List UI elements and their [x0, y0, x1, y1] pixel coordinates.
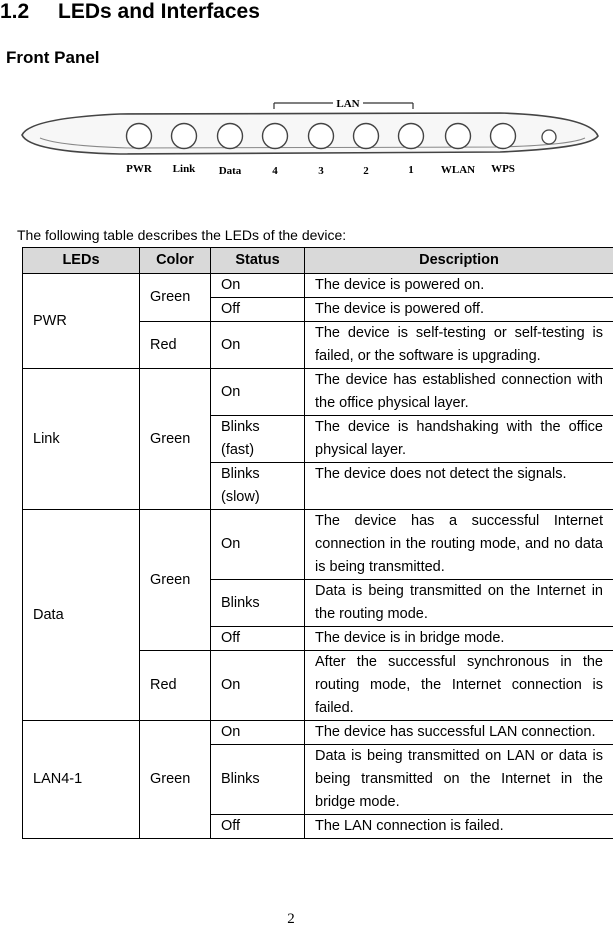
- link-status-fast: Blinks (fast): [211, 416, 305, 463]
- data-color-green: Green: [140, 510, 211, 651]
- lan3-led-icon: [309, 124, 334, 149]
- led-label-2: 2: [363, 165, 369, 177]
- led-label-4: 4: [272, 165, 278, 177]
- led-name-data: Data: [23, 510, 140, 721]
- link-status-on: On: [211, 369, 305, 416]
- link-desc-fast: The device is handshaking with the office physical layer.: [305, 416, 613, 463]
- lan-status-blinks: Blinks: [211, 745, 305, 815]
- data-status-red-on: On: [211, 651, 305, 721]
- led-table: [22, 247, 613, 839]
- lan-desc-blinks: Data is being transmitted on LAN or data is being transmitted on the Internet in the bridge mode.: [305, 745, 613, 815]
- led-label-data: Data: [218, 165, 242, 177]
- lan-color: Green: [140, 721, 211, 839]
- header-leds: LEDs: [23, 248, 140, 274]
- pwr-desc-on: The device is powered on.: [305, 274, 613, 298]
- pwr-desc-off: The device is powered off.: [305, 298, 613, 322]
- table-row: [23, 274, 613, 298]
- table-intro: The following table describes the LEDs of the device:: [17, 227, 347, 243]
- link-status-slow: Blinks (slow): [211, 463, 305, 510]
- pwr-desc-red-on: The device is self-testing or self-testing is failed, or the software is upgrading.: [305, 322, 613, 369]
- data-desc-blinks: Data is being transmitted on the Internet in the routing mode.: [305, 580, 613, 627]
- pwr-status-off: Off: [211, 298, 305, 322]
- data-status-off: Off: [211, 627, 305, 651]
- pwr-led-icon: [127, 124, 152, 149]
- led-label-1: 1: [408, 164, 414, 176]
- page-number: 2: [287, 911, 295, 927]
- lan-label: LAN: [336, 98, 360, 110]
- led-label-pwr: PWR: [126, 163, 152, 175]
- lan-status-on: On: [211, 721, 305, 745]
- data-led-icon: [218, 124, 243, 149]
- led-name-lan: LAN4-1: [23, 721, 140, 839]
- data-desc-red-on: After the successful synchronous in the routing mode, the Internet connection is failed.: [305, 651, 613, 721]
- wps-button-icon: [542, 130, 556, 144]
- lan2-led-icon: [354, 124, 379, 149]
- section-heading: [0, 0, 260, 24]
- front-panel-heading: Front Panel: [6, 48, 100, 67]
- data-color-red: Red: [140, 651, 211, 721]
- lan-desc-on: The device has successful LAN connection.: [305, 721, 613, 745]
- data-desc-off: The device is in bridge mode.: [305, 627, 613, 651]
- pwr-color-green: Green: [140, 274, 211, 322]
- link-desc-on: The device has established connection with the office physical layer.: [305, 369, 613, 416]
- pwr-status-on: On: [211, 274, 305, 298]
- section-title: LEDs and Interfaces: [58, 0, 260, 23]
- table-row: [23, 510, 613, 580]
- led-label-wps: WPS: [491, 163, 515, 175]
- data-desc-on: The device has a successful Internet connection in the routing mode, and no data is being transmitted.: [305, 510, 613, 580]
- pwr-status-red-on: On: [211, 322, 305, 369]
- table-row: [23, 369, 613, 416]
- table-row: [23, 721, 613, 745]
- pwr-color-red: Red: [140, 322, 211, 369]
- header-color: Color: [140, 248, 211, 274]
- led-label-link: Link: [172, 163, 196, 175]
- led-name-pwr: PWR: [23, 274, 140, 369]
- header-status: Status: [211, 248, 305, 274]
- front-panel-svg: [0, 88, 613, 198]
- section-number: 1.2: [0, 0, 30, 23]
- lan-status-off: Off: [211, 815, 305, 839]
- led-name-link: Link: [23, 369, 140, 510]
- wps-led-icon: [491, 124, 516, 149]
- header-description: Description: [305, 248, 613, 274]
- lan4-led-icon: [263, 124, 288, 149]
- link-color: Green: [140, 369, 211, 510]
- link-desc-slow: The device does not detect the signals.: [305, 463, 613, 510]
- front-panel-illustration: [0, 88, 613, 198]
- led-label-3: 3: [318, 165, 324, 177]
- lan1-led-icon: [399, 124, 424, 149]
- wlan-led-icon: [446, 124, 471, 149]
- lan-desc-off: The LAN connection is failed.: [305, 815, 613, 839]
- table-header-row: [23, 248, 613, 274]
- data-status-blinks: Blinks: [211, 580, 305, 627]
- data-status-on: On: [211, 510, 305, 580]
- led-label-wlan: WLAN: [440, 164, 476, 176]
- link-led-icon: [172, 124, 197, 149]
